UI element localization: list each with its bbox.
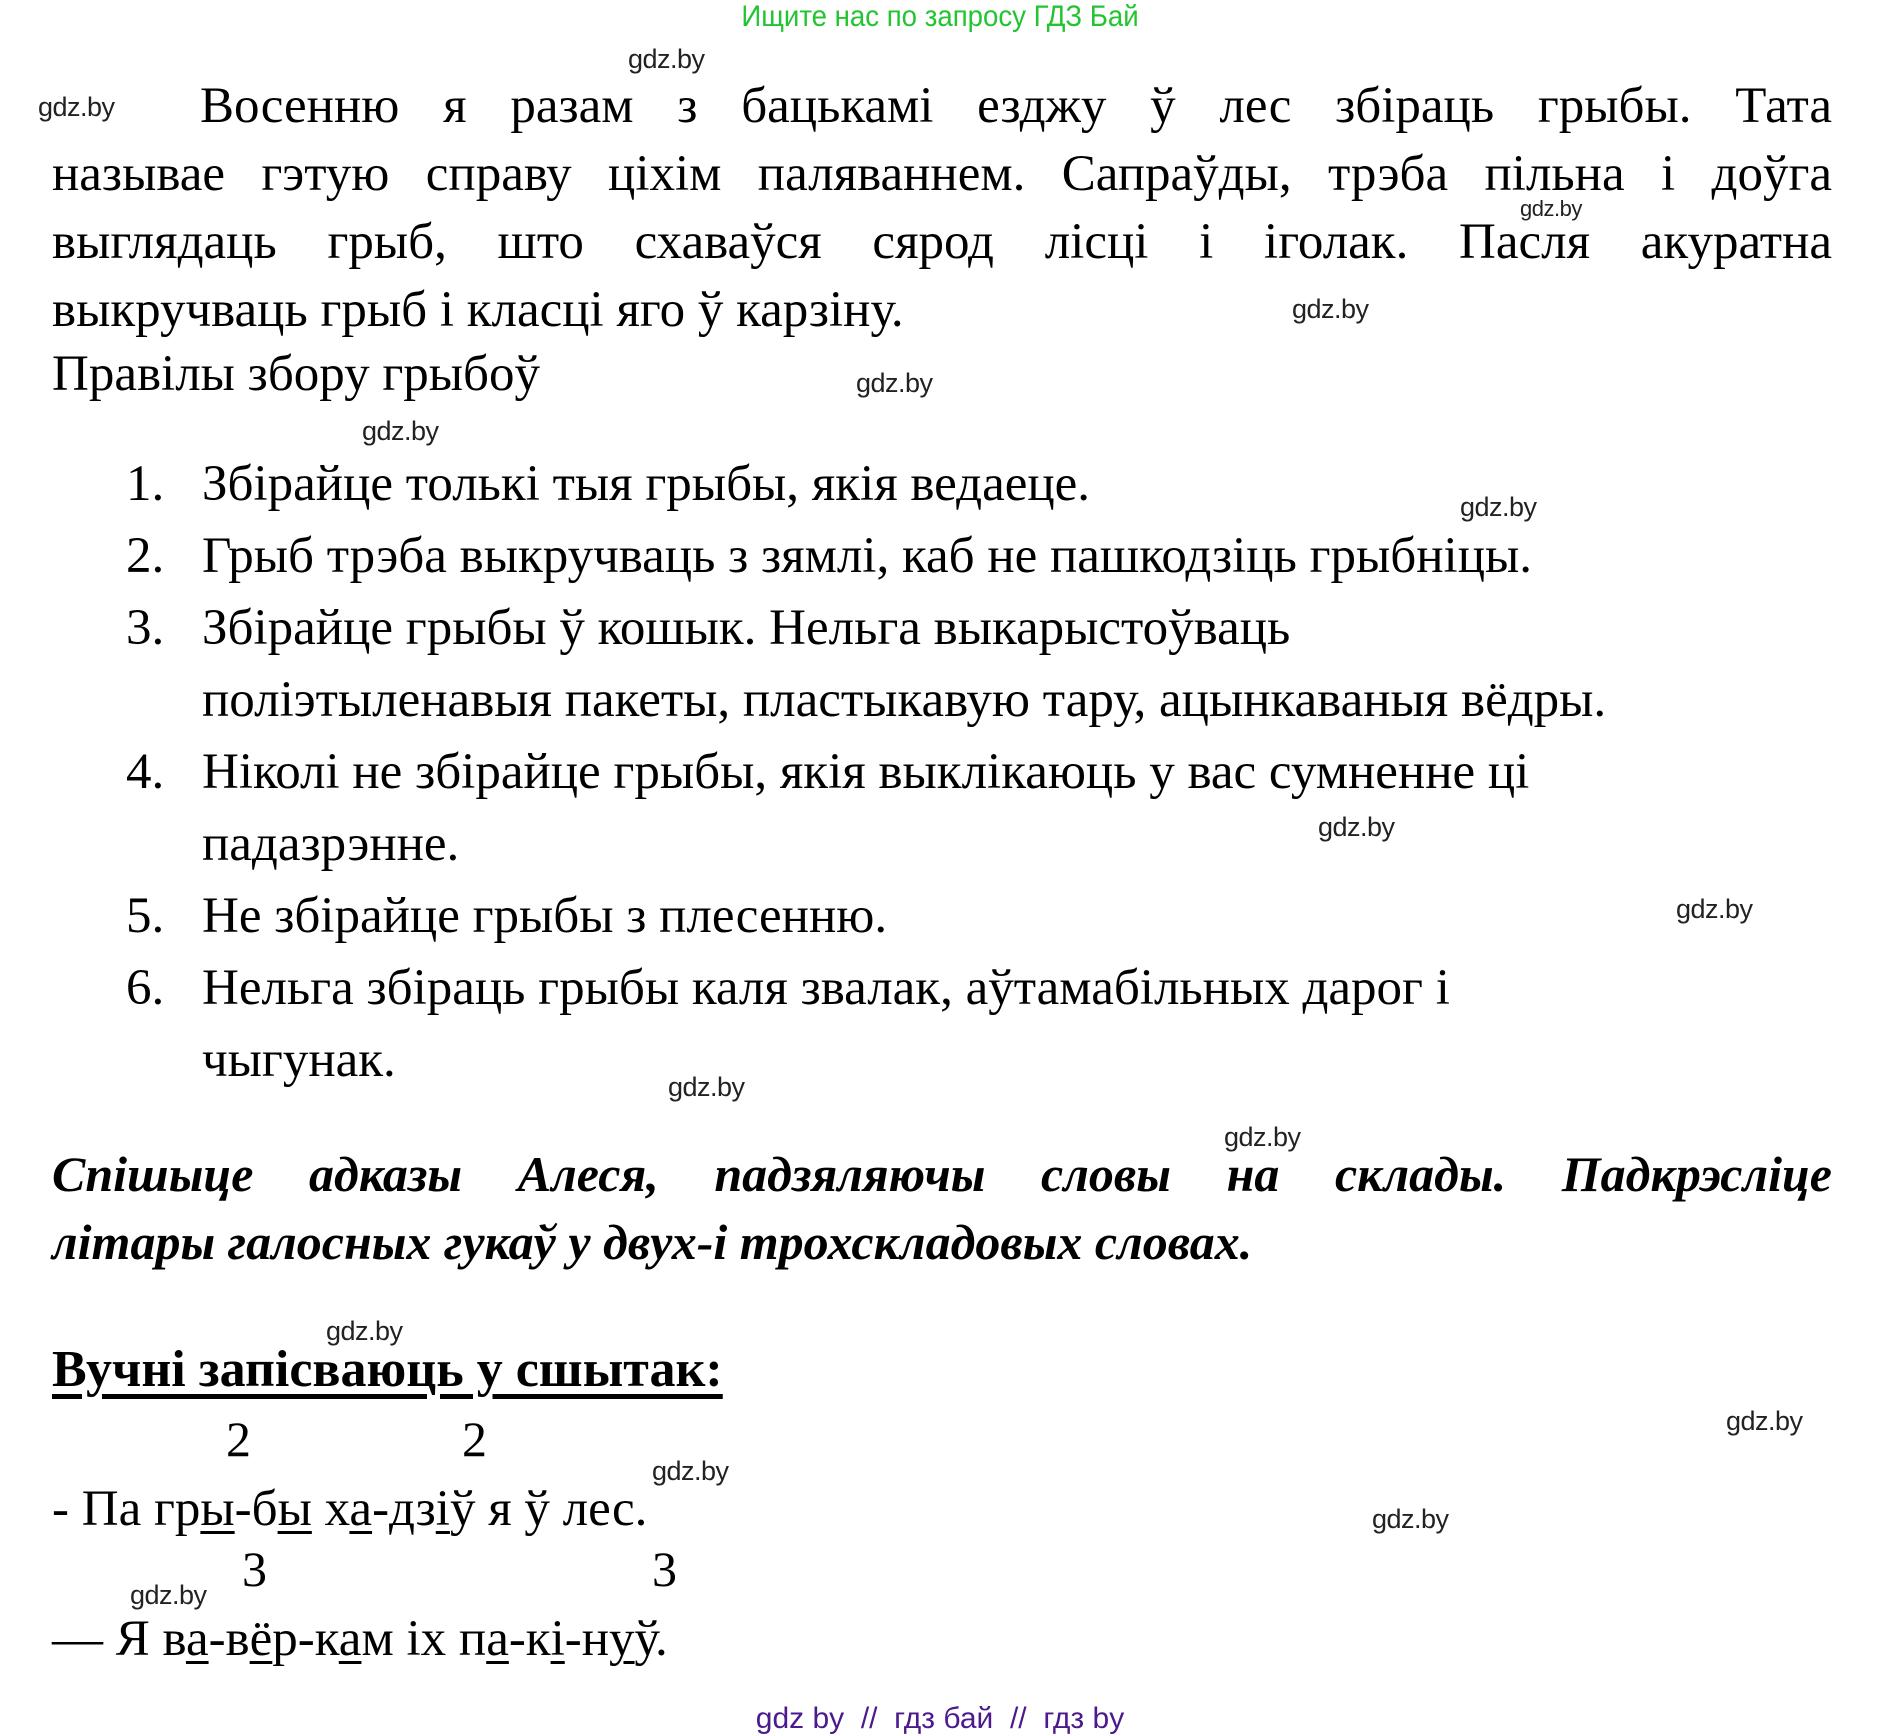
- watermark: gdz.by: [652, 1456, 729, 1486]
- footer-links[interactable]: gdz by // гдз бай // гдз by: [755, 1702, 1125, 1735]
- rule-number: 6.: [126, 960, 165, 1016]
- answer-line-2: [52, 1610, 668, 1668]
- watermark: gdz.by: [1520, 196, 1582, 221]
- vowel-underlined: ы: [277, 1481, 312, 1537]
- watermark: gdz.by: [1726, 1406, 1803, 1436]
- search-banner[interactable]: Ищите нас по запросу ГДЗ Бай: [741, 0, 1139, 33]
- answer-segment: ў.: [634, 1611, 668, 1667]
- rule-text: Ніколі не збірайце грыбы, якія выклікаюць у вас сумненне ці: [202, 744, 1530, 800]
- watermark: gdz.by: [1292, 294, 1369, 324]
- rule-number: 2.: [126, 528, 165, 584]
- rule-text: чыгунак.: [202, 1032, 396, 1088]
- watermark: gdz.by: [38, 92, 115, 122]
- rule-text: Не збірайце грыбы з плесенню.: [202, 888, 888, 944]
- rule-item: [126, 736, 1606, 880]
- rule-text: Нельга збіраць грыбы каля звалак, аўтамабільных дарог і: [202, 960, 1450, 1016]
- rule-text: Грыб трэба выкручваць з зямлі, каб не пашкодзіць грыбніцы.: [202, 528, 1533, 584]
- watermark: gdz.by: [1372, 1504, 1449, 1534]
- watermark: gdz.by: [1460, 492, 1537, 522]
- watermark: gdz.by: [1224, 1122, 1301, 1152]
- task-line: літары галосных гукаў у двух-і трохскладовых словах.: [52, 1214, 1253, 1270]
- vowel-underlined: ё: [249, 1611, 273, 1667]
- syllable-count: 2: [226, 1411, 251, 1467]
- answer-heading: Вучні запісваюць у сшытак:: [52, 1341, 723, 1398]
- vowel-underlined: і: [435, 1481, 450, 1537]
- intro-line: называе гэтую справу ціхім паляваннем. Сапраўды, трэба пільна і доўга: [52, 146, 1832, 202]
- watermark: gdz.by: [362, 416, 439, 446]
- watermark: gdz.by: [130, 1580, 207, 1610]
- rules-list: [126, 448, 1606, 1096]
- rule-item: [126, 880, 1606, 952]
- syllable-count: 3: [652, 1541, 677, 1597]
- intro-line: выкручваць грыб і класці яго ў карзіну.: [52, 282, 904, 338]
- answer-segment: м іх п: [361, 1611, 487, 1667]
- rule-number: 3.: [126, 600, 165, 656]
- answer-segment: х: [311, 1481, 350, 1537]
- rule-item: [126, 448, 1606, 520]
- rule-text: падазрэнне.: [202, 816, 460, 872]
- answer-segment: - Па гр: [52, 1481, 201, 1537]
- syllable-count: 3: [242, 1541, 267, 1597]
- syllable-count: 2: [462, 1411, 487, 1467]
- rule-text: Збірайце грыбы ў кошык. Нельга выкарыстоўваць: [202, 600, 1291, 656]
- answer-line-1: [52, 1480, 647, 1538]
- vowel-underlined: а: [349, 1481, 373, 1537]
- rule-number: 4.: [126, 744, 165, 800]
- rule-text: Збірайце толькі тыя грыбы, якія ведаеце.: [202, 456, 1091, 512]
- rule-item: [126, 952, 1606, 1096]
- vowel-underlined: у: [609, 1611, 635, 1667]
- vowel-underlined: ы: [200, 1481, 235, 1537]
- watermark: gdz.by: [856, 368, 933, 398]
- intro-line: Восенню я разам з бацькамі езджу ў лес збіраць грыбы. Тата: [200, 78, 1832, 134]
- answer-segment: -в: [208, 1611, 250, 1667]
- watermark: gdz.by: [668, 1072, 745, 1102]
- answer-segment: -дз: [372, 1481, 436, 1537]
- rule-number: 1.: [126, 456, 165, 512]
- watermark: gdz.by: [1676, 894, 1753, 924]
- vowel-underlined: а: [185, 1611, 209, 1667]
- rule-item: [126, 520, 1606, 592]
- intro-paragraph: [52, 72, 1832, 344]
- task-line: Спішыце адказы Алеся, падзяляючы словы на склады. Падкрэсліце: [52, 1146, 1832, 1202]
- watermark: gdz.by: [628, 44, 705, 74]
- vowel-underlined: а: [338, 1611, 362, 1667]
- vowel-underlined: і: [550, 1611, 565, 1667]
- vowel-underlined: а: [486, 1611, 509, 1667]
- watermark: gdz.by: [326, 1316, 403, 1346]
- task-instruction: [52, 1140, 1832, 1276]
- answer-segment: р-к: [272, 1611, 339, 1667]
- rule-text: поліэтыленавыя пакеты, пластыкавую тару, ацынкаваныя вёдры.: [202, 672, 1607, 728]
- rule-item: [126, 592, 1606, 736]
- intro-line: выглядаць грыб, што схаваўся сярод лісці і іголак. Пасля акуратна: [52, 214, 1832, 270]
- answer-segment: — Я в: [52, 1611, 186, 1667]
- answer-segment: -н: [564, 1611, 610, 1667]
- answer-segment: -б: [234, 1481, 278, 1537]
- watermark: gdz.by: [1318, 812, 1395, 842]
- answer-segment: ў я ў лес.: [449, 1481, 648, 1537]
- rules-title: Правілы збору грыбоў: [52, 346, 540, 402]
- rule-number: 5.: [126, 888, 165, 944]
- answer-segment: -к: [508, 1611, 551, 1667]
